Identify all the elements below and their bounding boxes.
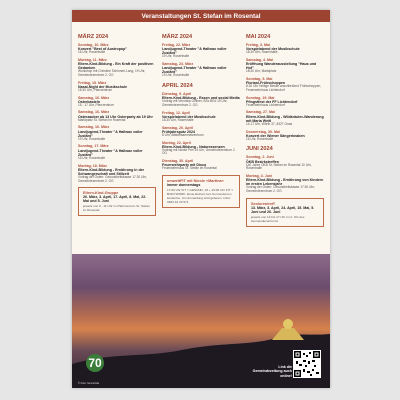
- event-date: Samstag, 27. Mai: [246, 110, 275, 115]
- event-item: [162, 126, 240, 138]
- event-item: [246, 155, 324, 171]
- event-title: Vorspielabend der Musikschule: [162, 114, 216, 119]
- box-title: umweltFIT mit Nicole »Martina«: [167, 179, 224, 184]
- event-title: Konzert "Best of Austropop": [78, 47, 127, 52]
- month-heading: MÄRZ 2024: [78, 34, 109, 40]
- photo-credit: © Foto: Gemeinde: [78, 382, 100, 385]
- event-info: Vortrag mit Nicole Prei 19 Uhr, Gemeindezentrum 2. OG: [162, 147, 236, 156]
- event-info: 18:30 Uhr, Marktplatz: [246, 69, 277, 74]
- event-item: [78, 125, 156, 141]
- event-title: Feuerwehrparty mit Disco: [162, 163, 207, 168]
- event-date: Sonntag, 2. Juni: [246, 155, 274, 160]
- event-title: Nasal-Night der Musikschule: [78, 84, 128, 89]
- event-title: ÖKB Bezirkstreffen: [246, 159, 279, 164]
- event-item: [162, 62, 240, 78]
- event-item: [78, 43, 156, 55]
- event-info: 19 Uhr, Rosenhalle: [162, 73, 190, 78]
- box-title: Eltern-Kind-Gruppe: [83, 191, 119, 196]
- event-item: [246, 77, 324, 93]
- event-title: Landjugend-Theater "A Hallwax voller Zustänt": [78, 129, 143, 138]
- event-item: [246, 130, 324, 142]
- qr-caption: Link die Gemeindezeitung auch online!: [252, 365, 292, 378]
- box-title: Seniorentreff: [251, 201, 275, 206]
- month-heading: JUNI 2024: [246, 146, 273, 153]
- box-body: immer donnerstags: [167, 183, 201, 188]
- event-info: 8.30 Uhr Heilige Messe anschließend Frühschoppen, Feuerwehrhaus Lichtendorf: [246, 84, 322, 92]
- umweltfit-box: [162, 175, 240, 208]
- event-title: Eltern-Kind-Bildung - Ernährung von Kindern im ersten Lebensjahr: [246, 178, 324, 187]
- poster-title: Veranstaltungen St. Stefan im Rosental: [72, 10, 330, 22]
- event-info: Vortrag mit Veronika Gollner, BSc BEd 19 Uhr, Gemeindezentrum 2. OG: [162, 99, 228, 108]
- event-date: Sonntag, 17. März: [78, 144, 109, 149]
- event-date: Sonntag, 19. Mai: [246, 95, 275, 100]
- event-info: 18.30 Uhr, Pfarrzentrum: [78, 87, 113, 92]
- box-info: jeweils von 9 - 11 Uhr im Pfarrzentrum St. Stefan im Rosental: [83, 204, 150, 213]
- event-info: 8 Uhr, Altstoffsammelzentrum: [162, 132, 204, 137]
- event-title: Eltern-Kind-Bildung - Ernährung in der Schwangerschaft und Stillzeit: [78, 167, 145, 176]
- event-info: Feuerwehrhaus Lichtendorf: [246, 102, 285, 107]
- event-date: Samstag, 16. März: [78, 95, 110, 100]
- event-date: Freitag, 3. Mai: [246, 43, 270, 47]
- event-info: Vortrag der Österr. Gesundheitskasse 17.30 Uhr, Gemeindezentrum 2. OG: [78, 174, 147, 183]
- event-info: Marktplatz St. Stefan im Rosental: [78, 117, 126, 122]
- event-title: Eltern-Kind-Bildung - Naturessenzen: [162, 144, 225, 149]
- event-item: [78, 81, 156, 93]
- event-title: Landjugend-Theater "A Hallwax voller Zustänt": [162, 47, 227, 56]
- event-item: [246, 58, 324, 74]
- event-date: Montag, 18. März: [78, 163, 107, 168]
- event-info: 15 Uhr, Rosenhalle: [78, 155, 106, 160]
- event-title: Landjugend-Theater "A Hallwax voller Zustänt": [162, 66, 227, 75]
- event-item: [162, 159, 240, 171]
- event-item: [78, 110, 156, 122]
- event-item: [78, 164, 156, 184]
- event-info: 15 - 17 Uhr, Pfarrzentrum: [78, 102, 114, 107]
- event-info: Workshop mit Christine Schinnerl-Lang, 19 Uhr, Gemeindezentrum 2. OG: [78, 69, 146, 77]
- event-date: Freitag, 12. April: [162, 110, 191, 115]
- event-info: 19 Uhr, Rosenhalle: [78, 136, 106, 141]
- qr-code-icon[interactable]: [293, 350, 321, 378]
- event-title: Osterbasteln: [78, 99, 100, 104]
- event-item: [246, 174, 324, 194]
- eltern-kind-gruppe-box: [78, 187, 156, 216]
- event-info: 18.30 Uhr, Rosenhalle: [162, 117, 194, 122]
- event-item: [162, 111, 240, 123]
- column-march-april: [162, 34, 240, 208]
- box-info: 17:00 Uhr FIT = GESUND, 18 + 19:00 Uhr FIT = BODYWORK. Erste Einheit zum Kennenlernen kostenlos. Um Anmeldung wird gebeten. Infos: 0664 42 30 571: [167, 188, 234, 205]
- event-date: Samstag, 4. Mai: [246, 57, 273, 62]
- event-info: 16 Uhr, Rosenhalle: [246, 136, 274, 141]
- event-date: Montag, 11. März: [78, 57, 107, 62]
- event-title: Konzert der Wiener Sängerknaben: [246, 133, 305, 138]
- event-title: Eltern-Kind-Bildung - Essen und social Media: [162, 96, 240, 101]
- event-title: Osterzauber ab 13 Uhr Osterparty ab 19 Uhr: [78, 114, 153, 119]
- event-info: 18.30 Uhr, Rosenhalle: [246, 50, 278, 55]
- event-poster: [72, 10, 330, 388]
- event-info: Vortrag der Österr. Gesundheitskasse 17:30 Uhr, Gemeindezentrum 2. OG: [246, 185, 315, 194]
- column-march: [78, 34, 156, 216]
- event-title: Pfingstfest der FF Lichtendorf: [246, 99, 298, 104]
- event-info: 140 Jahre ÖKB St. Stefan im Rosental 10 Uhr, Rosenhalle: [246, 162, 312, 171]
- month-heading: MAI 2024: [246, 34, 271, 40]
- event-item: [78, 96, 156, 108]
- column-may-june: [246, 34, 324, 227]
- event-date: Montag, 3. Juni: [246, 174, 273, 179]
- event-title: Vorspielabend der Musikschule: [246, 47, 300, 52]
- event-date: Samstag, 20. April: [162, 125, 194, 130]
- event-date: Samstag, 16. März: [78, 125, 110, 130]
- event-item: [162, 43, 240, 59]
- event-info: Feuerwehrhaus St. Stefan im Rosental: [162, 166, 217, 171]
- event-date: Freitag, 22. März: [162, 43, 191, 47]
- month-heading: MÄRZ 2024: [162, 34, 193, 40]
- event-title: Florianl-Frühschoppen: [246, 81, 286, 86]
- event-date: Dienstag, 30. April: [162, 159, 194, 164]
- event-title: Eröffnung Wanderausstellung "Haus und Hof": [246, 62, 317, 71]
- event-date: Samstag, 16. März: [78, 110, 110, 115]
- event-date: Sonntag, 10. März: [78, 43, 109, 47]
- box-body: 13. März, 3. April, 24. April, 15. Mai, 5. Juni und 26. Juni: [251, 205, 315, 214]
- event-item: [78, 144, 156, 160]
- event-date: Montag, 22. April: [162, 140, 191, 145]
- event-info: 19 Uhr, Rosenhalle: [162, 54, 190, 59]
- event-item: [246, 96, 324, 108]
- event-item: [162, 141, 240, 157]
- event-title: Eltern-Kind-Bildung - Wildkräuter-Wanderung mit Maria Weitl: [246, 114, 324, 123]
- seniorentreff-box: [246, 198, 324, 227]
- event-date: Freitag, 15. März: [78, 80, 107, 85]
- event-item: [246, 43, 324, 55]
- event-date: Sonntag, 5. Mai: [246, 76, 273, 81]
- event-title: Eltern-Kind-Bildung - Ein Kraft der positiven Gedanken: [78, 62, 154, 71]
- box-body: 26. März, 3. April, 17. April, 8. Mai, 22. Mai und 5. Juni: [83, 195, 147, 204]
- badge-number: 70: [88, 356, 102, 370]
- month-heading: APRIL 2024: [162, 83, 193, 90]
- event-item: [246, 110, 324, 126]
- event-date: Donnerstag, 30. Mai: [246, 129, 280, 134]
- event-item: [162, 92, 240, 108]
- event-info: 16 Uhr, Rosenhalle: [78, 50, 106, 55]
- box-info: jeweils von 14 bis 17 Uhr im 2. OG des Gemeindezentrums: [251, 214, 305, 223]
- event-title: Landjugend-Theater "A Hallwax voller Zustänt": [78, 148, 143, 157]
- event-title: Frühjahrsputz 2024: [162, 129, 195, 134]
- event-date: Samstag, 23. März: [162, 62, 194, 67]
- event-date: Dienstag, 9. April: [162, 92, 192, 97]
- event-item: [78, 58, 156, 78]
- anniversary-badge: [84, 354, 106, 376]
- event-info: 14-17 Uhr, Wörth 37, 8327 Gnas: [246, 121, 293, 126]
